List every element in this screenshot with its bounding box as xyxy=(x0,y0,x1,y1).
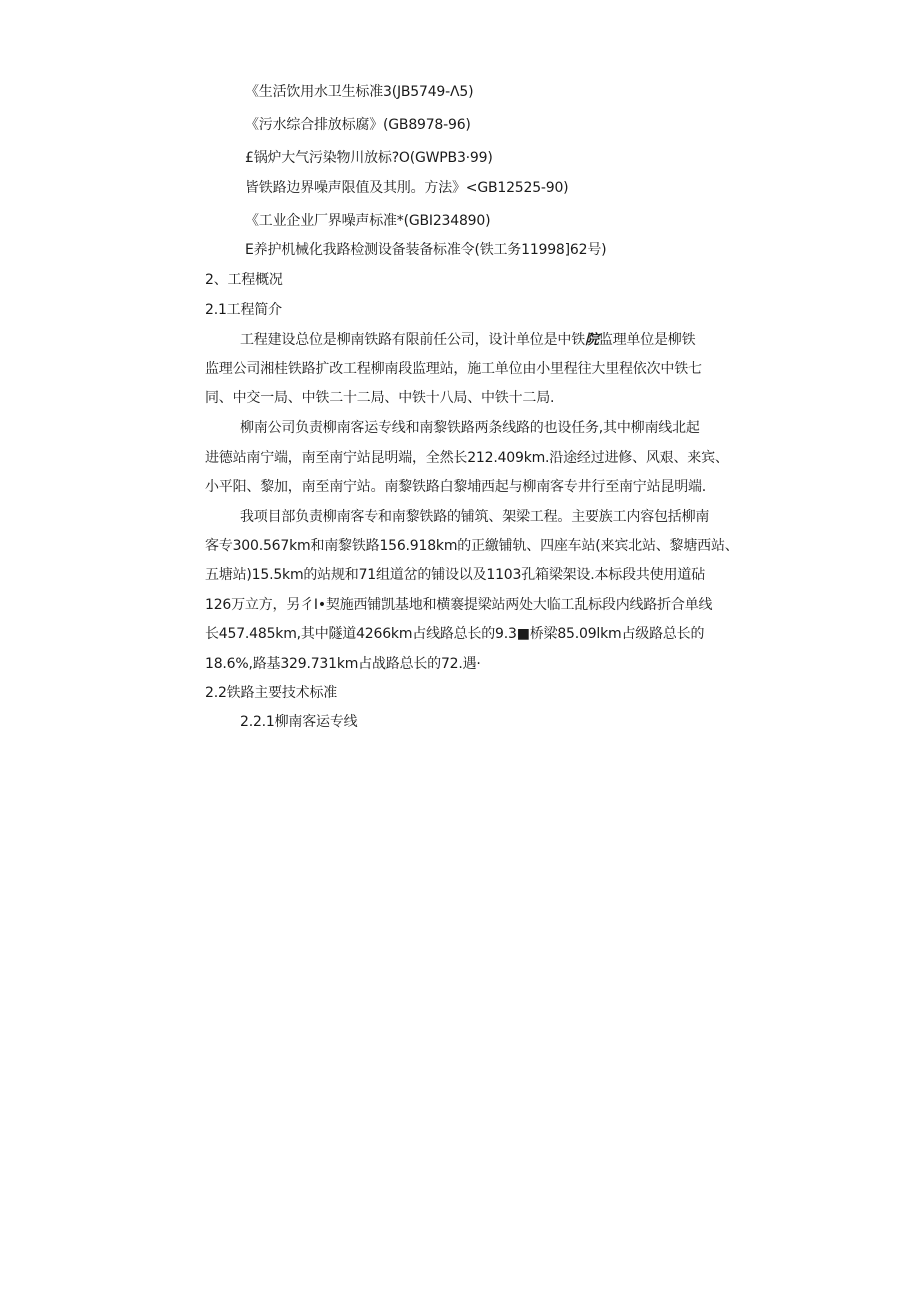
section-2-heading: 2、工程概况 xyxy=(205,272,283,288)
paragraph-3-line-5: 长457.485km,其中隧道4266km占线路总长的9.3■桥梁85.09lkm占级路总长的 xyxy=(205,626,705,642)
paragraph-3-line-2: 客专300.567km和南黎铁路156.918km的正繳铺轨、四座车站(来宾北站、黎塘西站、 xyxy=(205,538,739,554)
paragraph-1-line-1-text: 工程建设总位是柳南铁路有限前任公司，设计单位是中铁 xyxy=(240,332,585,348)
standard-item-3: £锅炉大气污染物川放标?O(GWPB3·99) xyxy=(245,150,493,166)
paragraph-1-line-1-tail: 监理单位是柳铁 xyxy=(598,332,696,348)
paragraph-2-line-3: 小平阳、黎加，南至南宁站。南黎铁路白黎埔西起与柳南客专井行至南宁站昆明端. xyxy=(205,479,707,495)
paragraph-1-line-1 xyxy=(240,330,695,350)
paragraph-2-line-2: 进德站南宁端，南至南宁站昆明端，全然长212.409km.沿途经过进修、风艰、来宾、 xyxy=(205,450,729,466)
paragraph-1-bold-fragment: 院 xyxy=(585,332,599,348)
paragraph-3-line-6: 18.6%,路基329.731km占战路总长的72.遇· xyxy=(205,656,481,672)
paragraph-1-line-3: 同、中交一局、中铁二十二局、中铁十八局、中铁十二局. xyxy=(205,390,555,406)
standard-item-5: 《工业企业厂界噪声标准*(GBI234890) xyxy=(245,213,491,229)
paragraph-3-line-3: 五塘站)15.5km的站规和71组道岔的铺设以及1103孔箱梁架设.本标段共使用道砧 xyxy=(205,567,705,583)
standard-item-2: 《污水综合排放标腐》(GB8978-96) xyxy=(245,117,471,133)
section-2-2-1-heading: 2.2.1柳南客运专线 xyxy=(240,714,358,730)
paragraph-2-line-1: 柳南公司负责柳南客运专线和南黎铁路两条线路的也设任务,其中柳南线北起 xyxy=(240,420,700,436)
standard-item-1: 《生活饮用水卫生标准3(JB5749-Λ5) xyxy=(245,84,474,100)
paragraph-1-line-2: 监理公司湘桂铁路扩改工程柳南段监理站，施工单位由小里程往大里程依次中铁七 xyxy=(205,361,702,377)
standard-item-4: 皆铁路边界噪声限值及其刖。方法》<GB12525-90) xyxy=(245,180,569,196)
section-2-2-heading: 2.2铁路主要技术标准 xyxy=(205,685,338,701)
standard-item-6: E养护机械化我路检测设备装备标准令(铁工务11998]62号) xyxy=(245,242,607,258)
section-2-1-heading: 2.1工程简介 xyxy=(205,302,282,318)
paragraph-3-line-4: 126万立方，另彳I•契施西铺凯基地和横褰提梁站两处大临工乱标段内线路折合单线 xyxy=(205,597,713,613)
paragraph-3-line-1: 我项目部负责柳南客专和南黎铁路的铺筑、架梁工程。主要族工内容包括柳南 xyxy=(240,509,710,525)
